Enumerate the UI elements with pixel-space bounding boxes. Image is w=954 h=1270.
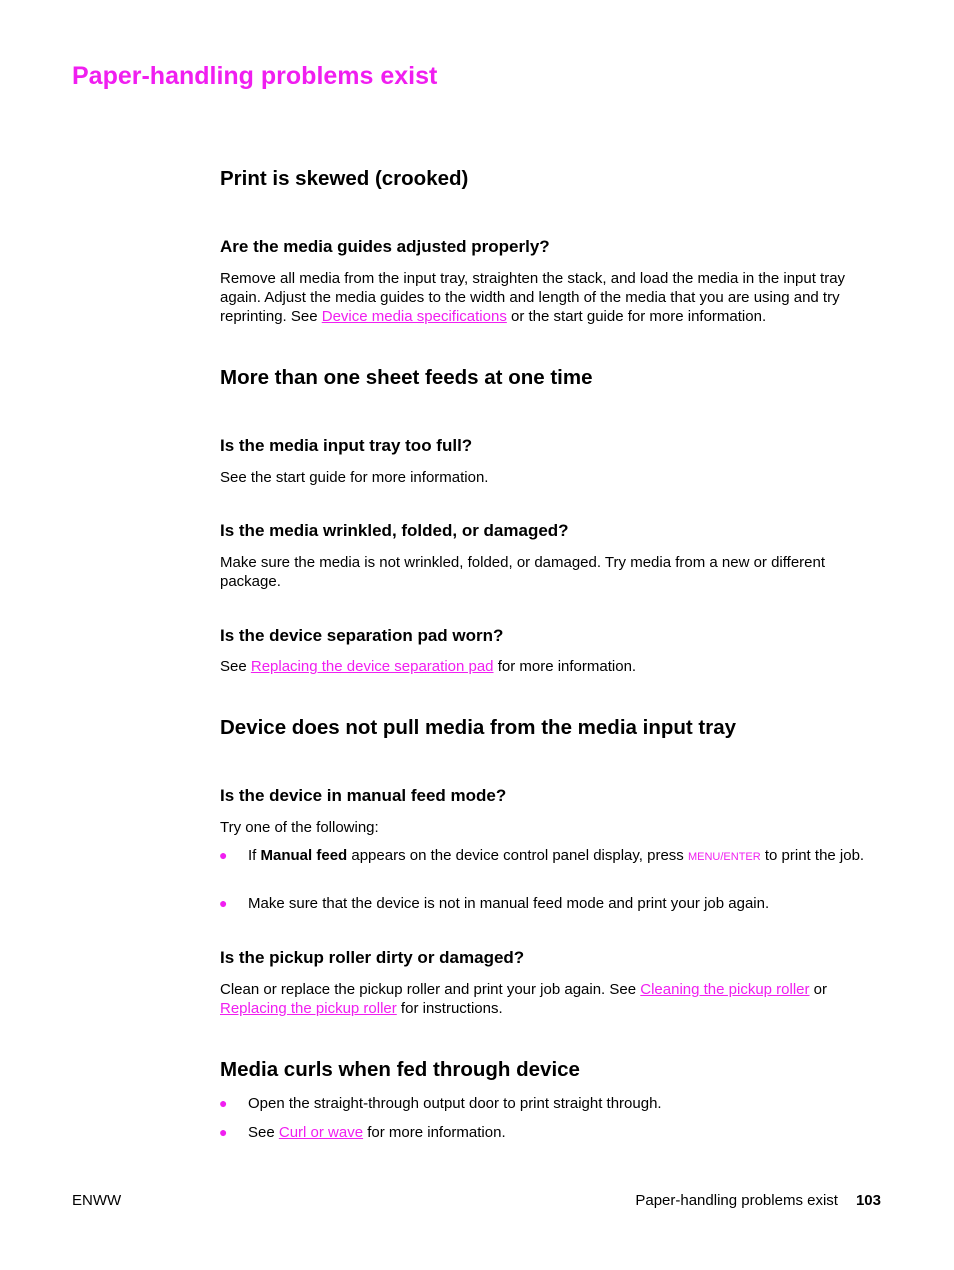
question-heading-separation-pad: Is the device separation pad worn? [220, 626, 504, 645]
section-heading-no-pull: Device does not pull media from the media input tray [220, 716, 737, 739]
bullet-icon: ● [219, 1095, 228, 1111]
menu-enter-key-label: MENU/ENTER [687, 851, 761, 863]
question-heading-wrinkled: Is the media wrinkled, folded, or damaged? [220, 521, 569, 540]
paragraph-separation-pad: See Replacing the device separation pad for more information. [220, 658, 637, 675]
paragraph-media-guides: Remove all media from the input tray, straighten the stack, and load the media in the input tray again. Adjust the media guides to the width and length of the media that you are using and try reprinting. See Device media specifications or the start guide for more information. [220, 270, 846, 326]
bullet-not-manual-mode: Make sure that the device is not in manual feed mode and print your job again. [248, 895, 770, 912]
bullet-icon: ● [219, 1124, 228, 1140]
bullet-manual-feed: If Manual feed appears on the device control panel display, press MENU/ENTER to print the job. [248, 847, 865, 864]
link-replacing-separation-pad[interactable]: Replacing the device separation pad [250, 658, 494, 675]
question-heading-pickup-roller: Is the pickup roller dirty or damaged? [220, 948, 525, 967]
bullet-curl-or-wave: See Curl or wave for more information. [248, 1124, 506, 1141]
section-heading-multifeed: More than one sheet feeds at one time [220, 366, 593, 389]
link-replacing-pickup-roller[interactable]: Replacing the pickup roller [220, 1000, 397, 1018]
link-curl-or-wave[interactable]: Curl or wave [278, 1124, 364, 1141]
page-title: Paper-handling problems exist [72, 62, 438, 90]
page-number: 103 [855, 1192, 881, 1209]
bullet-icon: ● [219, 847, 228, 863]
footer-section-title: Paper-handling problems exist [635, 1192, 838, 1209]
question-heading-media-guides: Are the media guides adjusted properly? [220, 237, 550, 256]
question-heading-tray-full: Is the media input tray too full? [220, 436, 473, 455]
question-heading-manual-feed: Is the device in manual feed mode? [220, 786, 507, 805]
bullet-icon: ● [219, 895, 228, 911]
footer-right [635, 1192, 881, 1209]
paragraph-tray-full: See the start guide for more information. [220, 469, 489, 486]
footer-left-label: ENWW [72, 1192, 122, 1209]
bullet-straight-through: Open the straight-through output door to print straight through. [248, 1095, 662, 1112]
link-device-media-specifications[interactable]: Device media specifications [321, 308, 507, 326]
paragraph-pickup-roller: Clean or replace the pickup roller and print your job again. See Cleaning the pickup roller or Replacing the pickup roller for instructions. [220, 981, 828, 1018]
paragraph-try-one: Try one of the following: [220, 819, 379, 836]
section-heading-media-curls: Media curls when fed through device [220, 1058, 580, 1081]
link-cleaning-pickup-roller[interactable]: Cleaning the pickup roller [640, 981, 810, 998]
section-heading-skewed: Print is skewed (crooked) [220, 167, 469, 190]
paragraph-wrinkled: Make sure the media is not wrinkled, folded, or damaged. Try media from a new or different package. [220, 554, 826, 591]
